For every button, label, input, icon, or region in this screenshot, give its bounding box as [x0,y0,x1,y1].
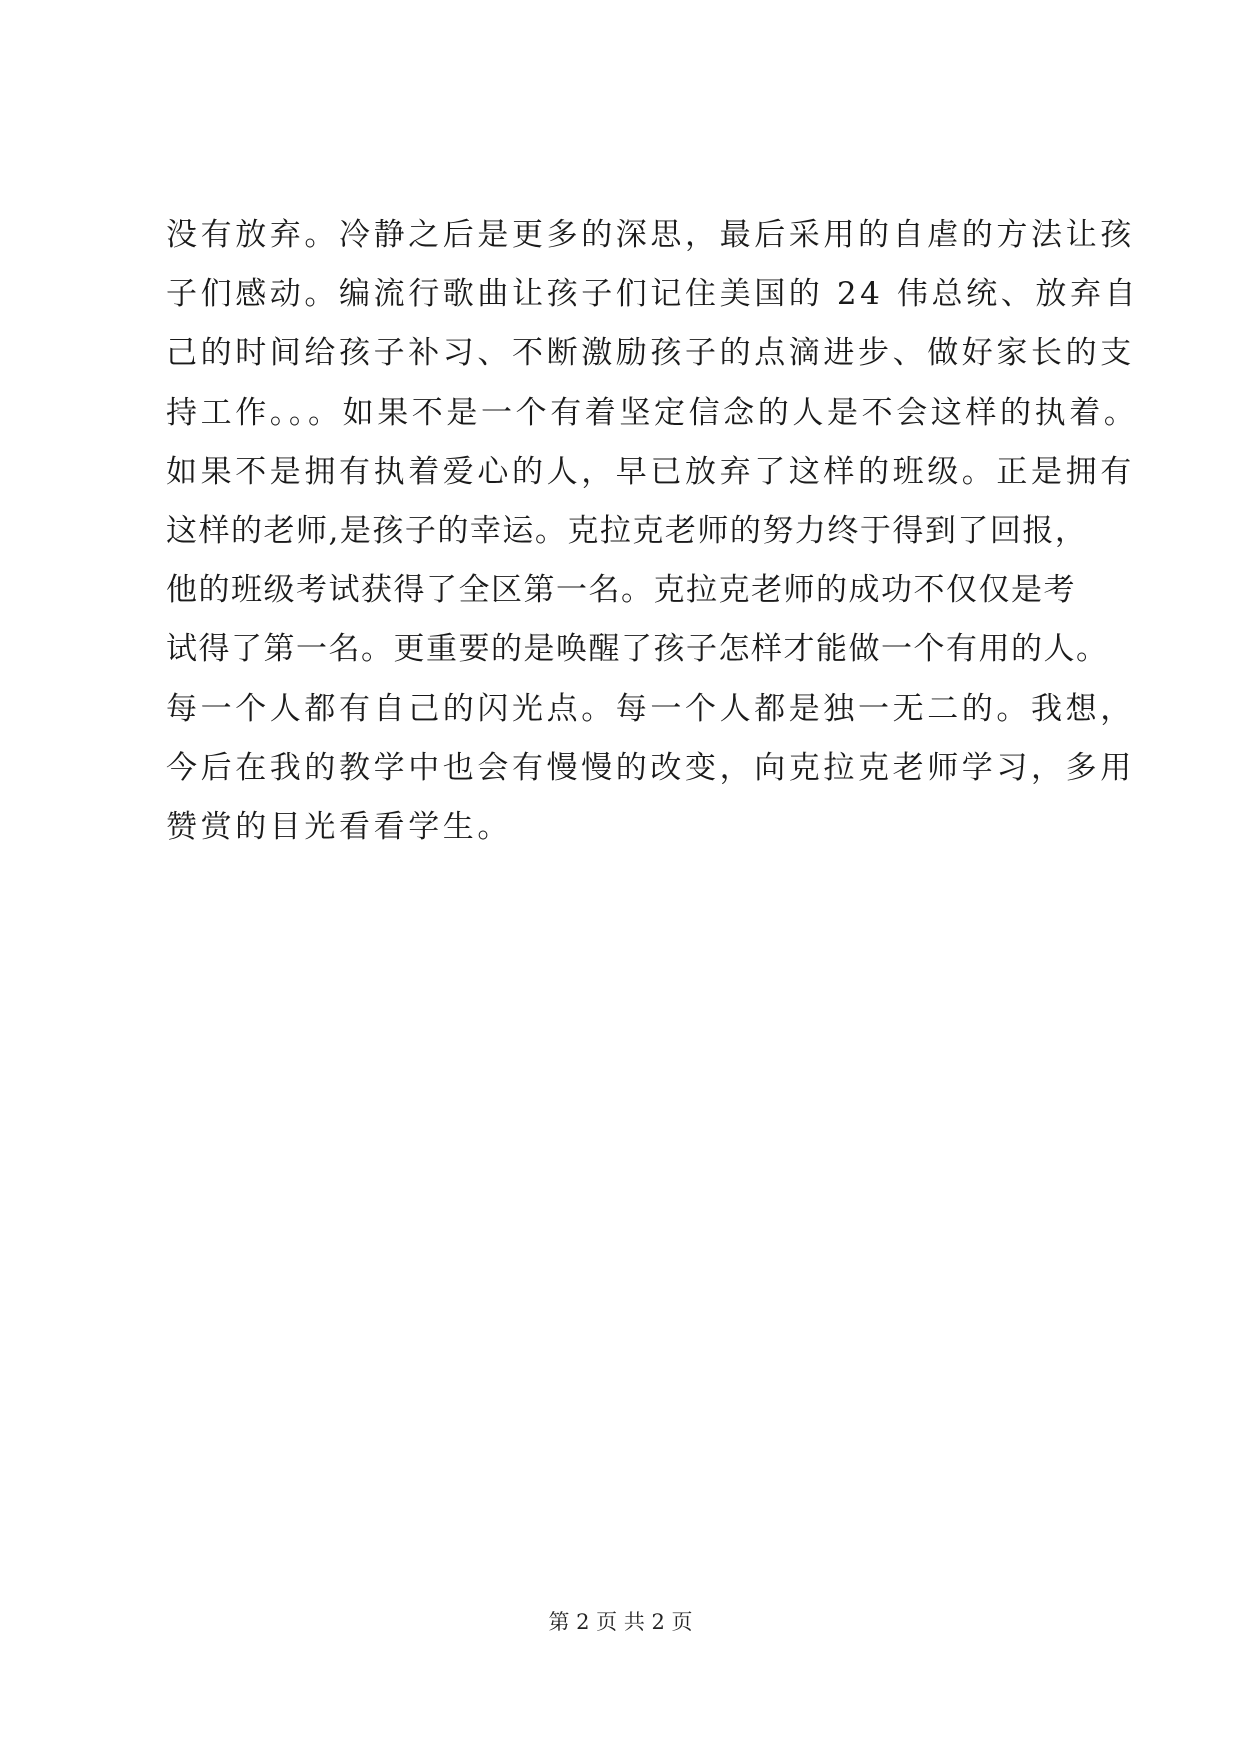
paragraph-line-7: 他的班级考试获得了全区第一名。克拉克老师的成功不仅仅是考 [166,572,1076,609]
paragraph-line-8: 试得了第一名。更重要的是唤醒了孩子怎样才能做一个有用的人。 [166,631,1109,668]
paragraph-line-1: 没有放弃。冷静之后是更多的深思，最后采用的自虐的方法让孩 [166,217,1135,253]
page-footer: 第 2 页 共 2 页 [548,1610,693,1634]
paragraph-line-10: 今后在我的教学中也会有慢慢的改变，向克拉克老师学习，多用 [166,749,1135,786]
paragraph-line-2: 子们感动。编流行歌曲让孩子们记住美国的 24 伟总统、放弃自 [166,276,1140,313]
paragraph-line-11: 赞赏的目光看看学生。 [166,808,512,845]
paragraph-line-3: 己的时间给孩子补习、不断激励孩子的点滴进步、做好家长的支 [166,335,1135,372]
paragraph-line-4: 持工作。。。如果不是一个有着坚定信念的人是不会这样的执着。 [166,394,1139,431]
paragraph-line-9: 每一个人都有自己的闪光点。每一个人都是独一无二的。我想， [166,690,1135,727]
paragraph-line-5: 如果不是拥有执着爱心的人，早已放弃了这样的班级。正是拥有 [166,453,1135,490]
body-text [166,206,1140,857]
paragraph-line-6: 这样的老师,是孩子的幸运。克拉克老师的努力终于得到了回报， [166,512,1088,549]
